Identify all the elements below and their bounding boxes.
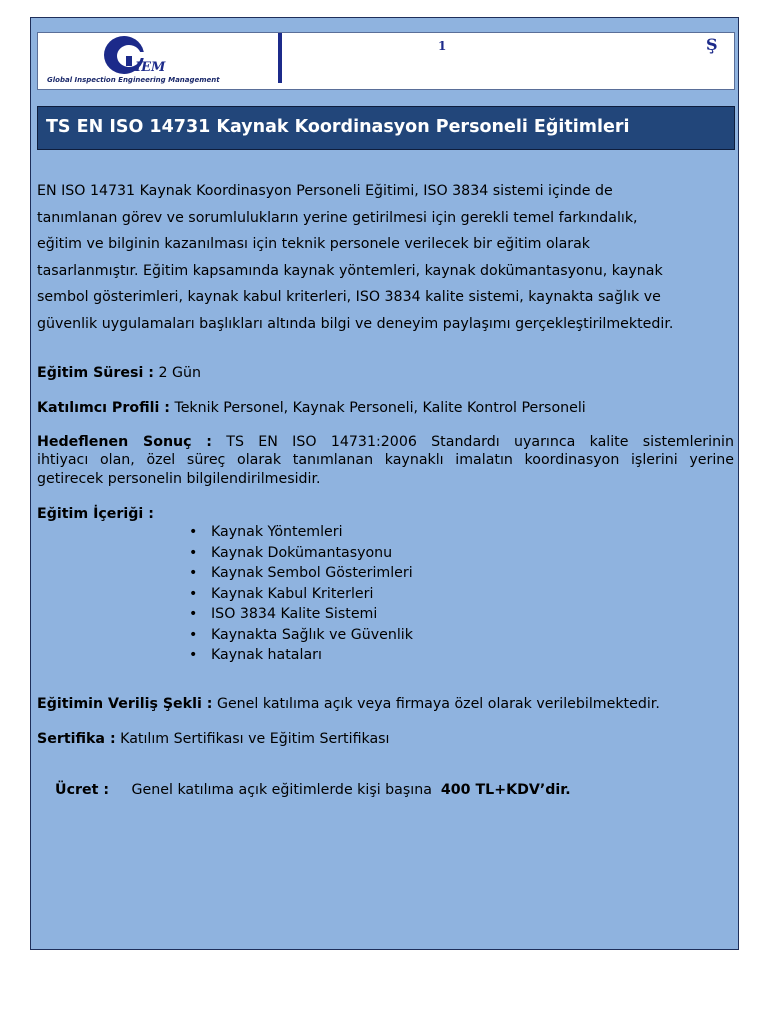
svg-text:IEM: IEM xyxy=(135,60,166,75)
header-divider xyxy=(278,33,282,83)
list-item: • Kaynak Sembol Gösterimleri xyxy=(189,563,413,584)
certificate-label: Sertifika : xyxy=(37,731,116,747)
intro-line: eğitim ve bilginin kazanılması için teknik personele verilecek bir eğitim olarak xyxy=(37,236,591,253)
title-bar xyxy=(37,106,735,150)
page-header xyxy=(37,32,735,90)
certificate-value: Katılım Sertifikası ve Eğitim Sertifikası xyxy=(115,731,390,747)
result-text: TS EN ISO 14731:2006 Standardı uyarınca kalite sistemlerinin xyxy=(211,434,734,450)
giem-logo xyxy=(42,35,277,87)
header-corner-char: Ş xyxy=(706,35,718,54)
duration-value: 2 Gün xyxy=(153,365,201,381)
content-label: Eğitim İçeriği : xyxy=(37,506,154,522)
intro-line: EN ISO 14731 Kaynak Koordinasyon Personeli Eğitimi, ISO 3834 sistemi içinde de xyxy=(37,183,613,199)
list-item: • ISO 3834 Kalite Sistemi xyxy=(189,604,413,625)
list-item: • Kaynak Kabul Kriterleri xyxy=(189,584,413,605)
fee-amount: 400 TL+KDV’dir. xyxy=(440,782,571,798)
intro-paragraph xyxy=(37,178,737,338)
certificate-row xyxy=(37,731,737,747)
list-item: • Kaynak Dokümantasyonu xyxy=(189,543,413,564)
delivery-label: Eğitimin Veriliş Şekli : xyxy=(37,696,213,712)
list-item: • Kaynakta Sağlık ve Güvenlik xyxy=(189,625,413,646)
intro-line: sembol gösterimleri, kaynak kabul kriterleri, ISO 3834 kalite sistemi, kaynakta sağlık ve xyxy=(37,289,661,306)
duration-row xyxy=(37,365,737,381)
content-list xyxy=(189,522,413,666)
fee-row xyxy=(37,766,737,814)
page-number: 1 xyxy=(438,39,447,53)
list-item: • Kaynak hataları xyxy=(189,645,413,666)
participants-value: Teknik Personel, Kaynak Personeli, Kalite Kontrol Personeli xyxy=(169,400,586,416)
result-label: Hedeflenen Sonuç : xyxy=(37,434,212,450)
intro-line: tanımlanan görev ve sorumlulukların yerine getirilmesi için gerekli temel farkındalık, xyxy=(37,209,638,226)
participants-label: Katılımcı Profili : xyxy=(37,400,170,416)
document-page xyxy=(30,17,739,950)
result-paragraph xyxy=(37,433,734,488)
delivery-value: Genel katılıma açık veya firmaya özel olarak verilebilmektedir. xyxy=(212,696,660,712)
fee-label: Ücret : xyxy=(55,782,109,798)
content-label-row xyxy=(37,506,737,522)
delivery-row xyxy=(37,696,737,712)
duration-label: Eğitim Süresi : xyxy=(37,365,154,381)
participants-row xyxy=(37,400,737,416)
intro-line: tasarlanmıştır. Eğitim kapsamında kaynak yöntemleri, kaynak dokümantasyonu, kaynak xyxy=(37,262,663,279)
result-line: ihtiyacı olan, özel süreç olarak tanımlanan kaynaklı imalatın koordinasyon işlerini yerine xyxy=(37,452,734,469)
result-line: getirecek personelin bilgilendirilmesidir. xyxy=(37,470,321,487)
fee-value: Genel katılıma açık eğitimlerde kişi başına xyxy=(109,782,441,798)
list-item: • Kaynak Yöntemleri xyxy=(189,522,413,543)
page-title: TS EN ISO 14731 Kaynak Koordinasyon Personeli Eğitimleri xyxy=(46,117,630,137)
logo-caption: Global Inspection Engineering Management xyxy=(47,76,220,84)
result-line xyxy=(37,433,734,451)
intro-line: güvenlik uygulamaları başlıkları altında bilgi ve deneyim paylaşımı gerçekleştirilmektedir. xyxy=(37,315,674,332)
